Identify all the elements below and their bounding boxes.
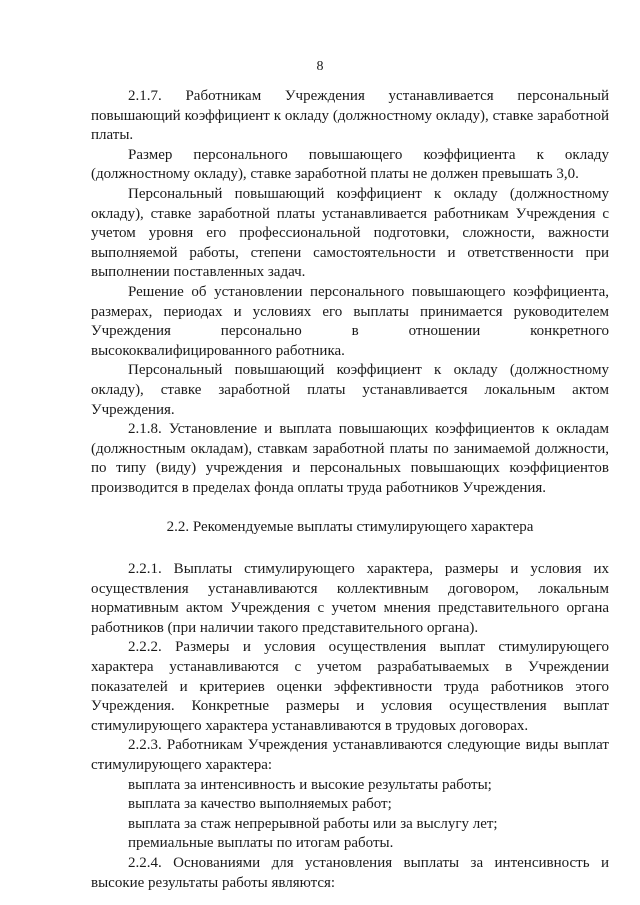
list-item: выплата за интенсивность и высокие результаты работы; bbox=[128, 776, 492, 793]
paragraph-2-1-8: 2.1.8. Установление и выплата повышающих коэффициентов к окладам (должностным окладам), ставкам заработной платы по занимаемой должности, по типу (виду) учреждения и персональных повышающих коэффициентов производится в пределах фонда оплаты труда работников Учреждения. bbox=[91, 421, 609, 496]
list-item: выплата за качество выполняемых работ; bbox=[128, 796, 392, 813]
paragraph-2-2-4: 2.2.4. Основаниями для установления выплаты за интенсивность и высокие результаты работы являются: bbox=[91, 854, 609, 891]
paragraph-2-1-7: 2.1.7. Работникам Учреждения устанавливается персональный повышающий коэффициент к окладу (должностному окладу), ставке заработной платы. bbox=[91, 88, 609, 144]
paragraph-local-act: Персональный повышающий коэффициент к окладу (должностному окладу), ставке заработной платы устанавливается локальным актом Учреждения. bbox=[91, 362, 609, 418]
paragraph-coefficient-criteria: Персональный повышающий коэффициент к окладу (должностному окладу), ставке заработной платы устанавливается работникам Учреждения с учетом уровня его профессиональной подготовки, сложности, важности выполняемой работы, степени самостоятельности и ответственности при выполнении поставленных задач. bbox=[91, 185, 609, 281]
section-heading-2-2: 2.2. Рекомендуемые выплаты стимулирующего характера bbox=[166, 519, 534, 536]
paragraph-2-2-3: 2.2.3. Работникам Учреждения устанавливаются следующие виды выплат стимулирующего характера: bbox=[91, 737, 609, 773]
paragraph-coefficient-limit: Размер персонального повышающего коэффициента к окладу (должностному окладу), ставке заработной платы не должен превышать 3,0. bbox=[91, 146, 609, 183]
list-item: премиальные выплаты по итогам работы. bbox=[128, 835, 394, 852]
list-item: выплата за стаж непрерывной работы или за выслугу лет; bbox=[128, 815, 498, 832]
paragraph-2-2-1: 2.2.1. Выплаты стимулирующего характера, размеры и условия их осуществления устанавливаются коллективным договором, локальным нормативным актом Учреждения с учетом мнения представительного органа работников (при наличии такого представительного органа). bbox=[91, 561, 609, 636]
paragraph-2-2-2: 2.2.2. Размеры и условия осуществления выплат стимулирующего характера устанавливаются с учетом разрабатываемых в Учреждении показателей и критериев оценки эффективности труда работников этого Учреждения. Конкретные размеры и условия осуществления выплат стимулирующего характера устанавливаются в трудовых договорах. bbox=[91, 639, 609, 734]
paragraph-decision: Решение об установлении персонального повышающего коэффициента, размерах, периодах и условиях его выплаты принимается руководителем Учреждения персонально в отношении конкретного высококвалифицированного работника. bbox=[91, 283, 609, 359]
document-body bbox=[91, 87, 609, 893]
page-number: 8 bbox=[316, 59, 324, 74]
